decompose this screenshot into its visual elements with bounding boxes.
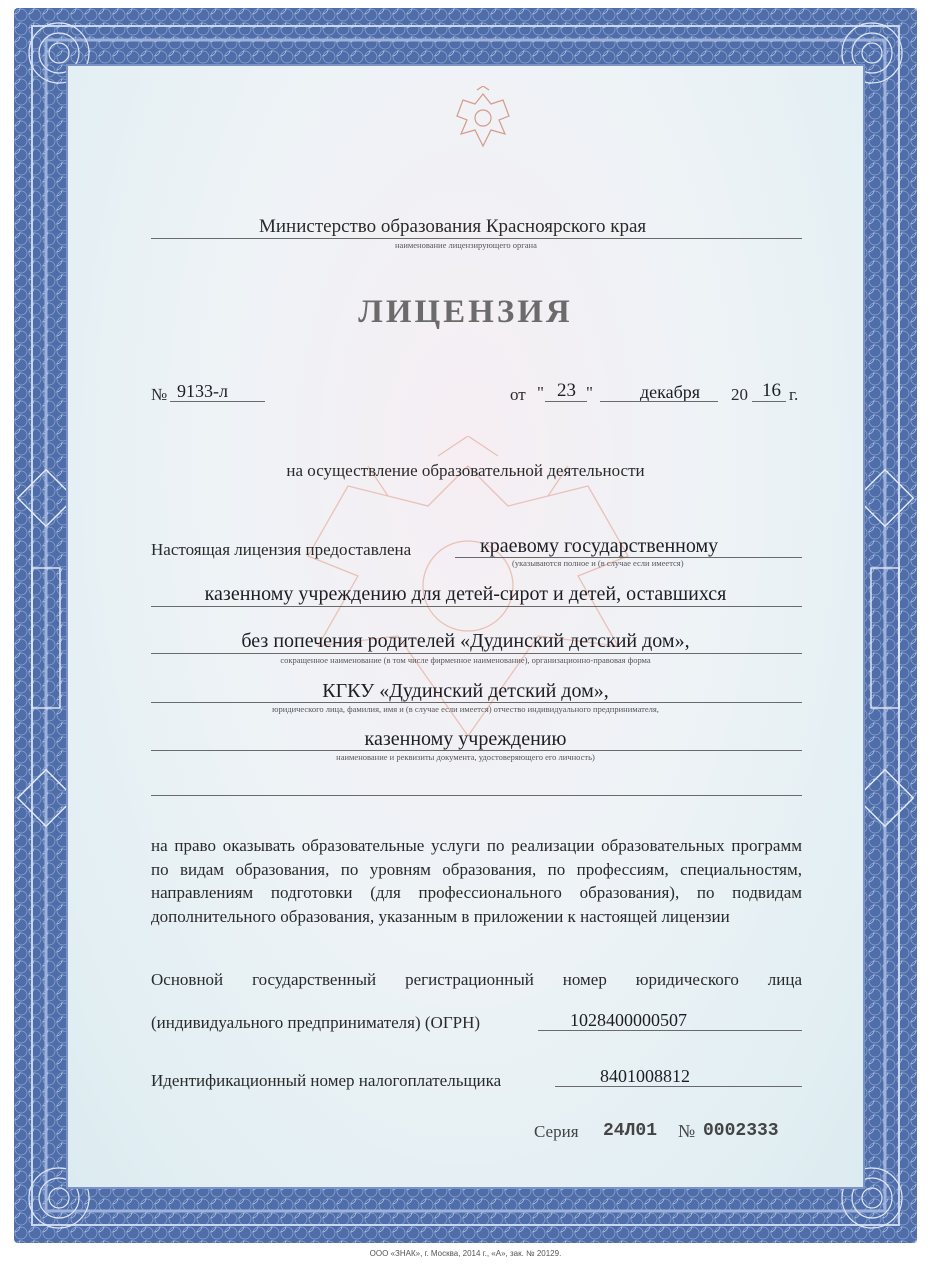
ogrn-label-2: (индивидуального предпринимателя) (ОГРН) — [151, 1013, 481, 1032]
licensee-underline-3 — [151, 653, 802, 654]
date-year: 16 — [762, 380, 781, 401]
ogrn-underline — [538, 1030, 802, 1031]
licensee-caption-3: сокращенное наименование (в том числе фирменное наименование), организационно-правовая форма — [280, 655, 651, 665]
licensee-line-3: без попечения родителей «Дудинский детский дом», — [241, 630, 690, 652]
date-quote-close: " — [586, 383, 593, 402]
coat-of-arms-small-icon — [453, 86, 513, 156]
date-month-underline — [600, 401, 718, 402]
licensee-underline-2 — [151, 606, 802, 607]
series-number-prefix: № — [678, 1121, 696, 1141]
licensee-caption-4: юридического лица, фамилия, имя и (в случае если имеется) отчество индивидуального предпринимателя, — [272, 704, 659, 714]
date-quote-open: " — [537, 383, 544, 402]
date-year-prefix: 20 — [731, 385, 748, 404]
licensee-underline-6 — [151, 795, 802, 796]
document-title: ЛИЦЕНЗИЯ — [358, 294, 573, 330]
licensee-caption-5: наименование и реквизиты документа, удостоверяющего его личность) — [336, 752, 595, 762]
inn-label: Идентификационный номер налогоплательщика — [151, 1071, 502, 1090]
series-number: 0002333 — [703, 1121, 779, 1141]
date-day: 23 — [557, 380, 576, 401]
number-prefix: № — [151, 385, 168, 404]
date-year-underline — [752, 401, 786, 402]
series-label: Серия — [534, 1122, 579, 1141]
licensing-authority: Министерство образования Красноярского края — [259, 216, 647, 237]
date-prefix: от — [510, 385, 526, 404]
authority-underline — [151, 238, 802, 239]
ogrn-value: 1028400000507 — [570, 1010, 687, 1030]
license-border — [14, 8, 917, 1243]
ogrn-label-1: Основной государственный регистрационный номер юридического лица — [151, 970, 802, 989]
date-day-underline — [545, 401, 587, 402]
licensee-line-1: краевому государственному — [480, 535, 719, 557]
rights-text: на право оказывать образовательные услуги по реализации образовательных программ по видам образования, по уровням образования, по профессиям, специальностям, направлениям подготовки (для профессионального образования), по подвидам дополнительного образования, указанным в приложении к настоящей лицензии — [151, 836, 802, 926]
inn-underline — [555, 1086, 802, 1087]
licensee-form: казенному учреждению — [364, 728, 567, 750]
inn-value: 8401008812 — [600, 1066, 690, 1086]
license-number: 9133-л — [177, 381, 228, 401]
licensee-line-2: казенному учреждению для детей-сирот и детей, оставшихся — [204, 583, 727, 605]
licensee-underline-4 — [151, 702, 802, 703]
date-suffix: г. — [789, 385, 799, 404]
granted-label: Настоящая лицензия предоставлена — [151, 540, 412, 559]
series-value: 24Л01 — [603, 1121, 658, 1141]
authority-caption: наименование лицензирующего органа — [395, 240, 537, 250]
license-number-underline — [170, 401, 265, 402]
date-month: декабря — [640, 382, 701, 402]
licensee-caption-1: (указываются полное и (в случае если имеется) — [512, 558, 684, 568]
licensee-short-name: КГКУ «Дудинский детский дом», — [322, 680, 609, 702]
licensee-underline-5 — [151, 750, 802, 751]
printer-info: ООО «ЗНАК», г. Москва, 2014 г., «А», зак. № 20129. — [369, 1249, 562, 1258]
activity-type: на осуществление образовательной деятельности — [286, 461, 645, 480]
